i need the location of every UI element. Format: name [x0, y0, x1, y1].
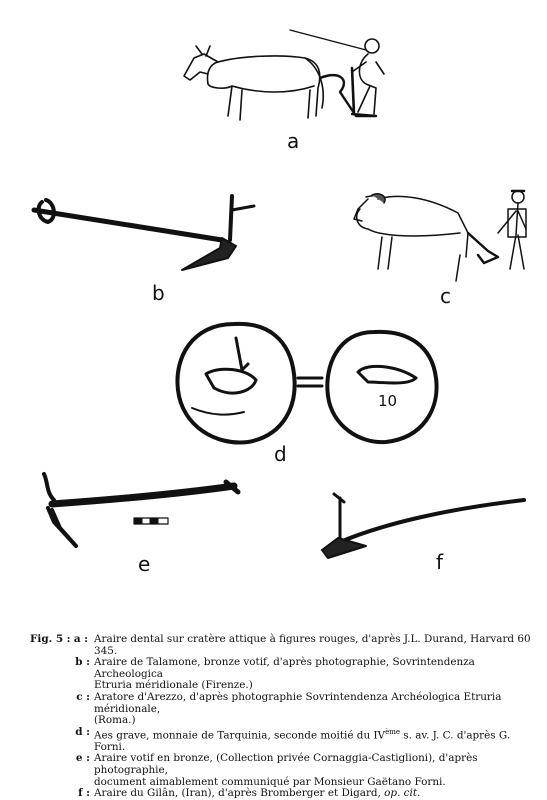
figure-b-talamone-plough-drawing — [22, 188, 272, 280]
caption-text-b: Araire de Talamone, bronze votif, d'après photographie, Sovrintendenza Archeologica — [94, 656, 475, 680]
caption-key-b: b : — [75, 656, 90, 669]
caption-text-f: Araire du Gilân, (Iran), d'après Bromberger et Digard, op. cit. — [94, 787, 421, 800]
caption-row-c — [30, 692, 535, 715]
panel-label-a: a — [287, 129, 300, 153]
caption-key-a: a : — [73, 633, 89, 645]
caption-row-a — [30, 634, 535, 657]
figure-caption — [30, 634, 535, 800]
caption-text-c-2: (Roma.) — [94, 714, 136, 727]
panel-label-c: c — [440, 284, 451, 308]
caption-key-d: d : — [75, 725, 90, 738]
panel-label-f: f — [436, 550, 444, 574]
figure-d-coin-drawing — [172, 318, 447, 450]
caption-row-b — [30, 657, 535, 680]
caption-text-e-2: document aimablement communiqué par Monsieur Gaëtano Forni. — [94, 775, 446, 788]
caption-row-e — [30, 753, 535, 776]
caption-text-d: Aes grave, monnaie de Tarquinia, seconde moitié du IVème s. av. J. C. d'après G. Forni. — [94, 727, 511, 753]
figure-e-votive-plough-drawing — [28, 470, 248, 550]
caption-key-f: f : — [78, 787, 90, 800]
caption-row-f — [30, 788, 535, 800]
caption-text-e: Araire votif en bronze, (Collection privée Cornaggia-Castiglioni), d'après photographie, — [94, 752, 478, 776]
figure-c-arezzo-ploughman-drawing — [348, 185, 538, 285]
caption-fig-label: Fig. 5 : — [30, 633, 71, 645]
caption-text-b-2: Etruria méridionale (Firenze.) — [94, 679, 253, 692]
caption-text-a: Araire dental sur cratère attique à figures rouges, d'après J.L. Durand, Harvard 60 345. — [94, 633, 531, 657]
figure-f-gilan-plough-drawing — [318, 490, 528, 562]
panel-label-e: e — [138, 552, 151, 576]
figure-a-ox-plough-drawing — [180, 28, 420, 133]
panel-label-d: d — [274, 442, 287, 466]
coin-inscription: 10 — [378, 392, 398, 410]
caption-text-c: Aratore d'Arezzo, d'après photographie Sovrintendenza Archéologica Etruria méridionale, — [94, 690, 502, 715]
caption-row-d — [30, 727, 535, 754]
caption-key-c: c : — [76, 690, 90, 703]
caption-key-e: e : — [75, 752, 90, 765]
panel-label-b: b — [152, 281, 165, 305]
